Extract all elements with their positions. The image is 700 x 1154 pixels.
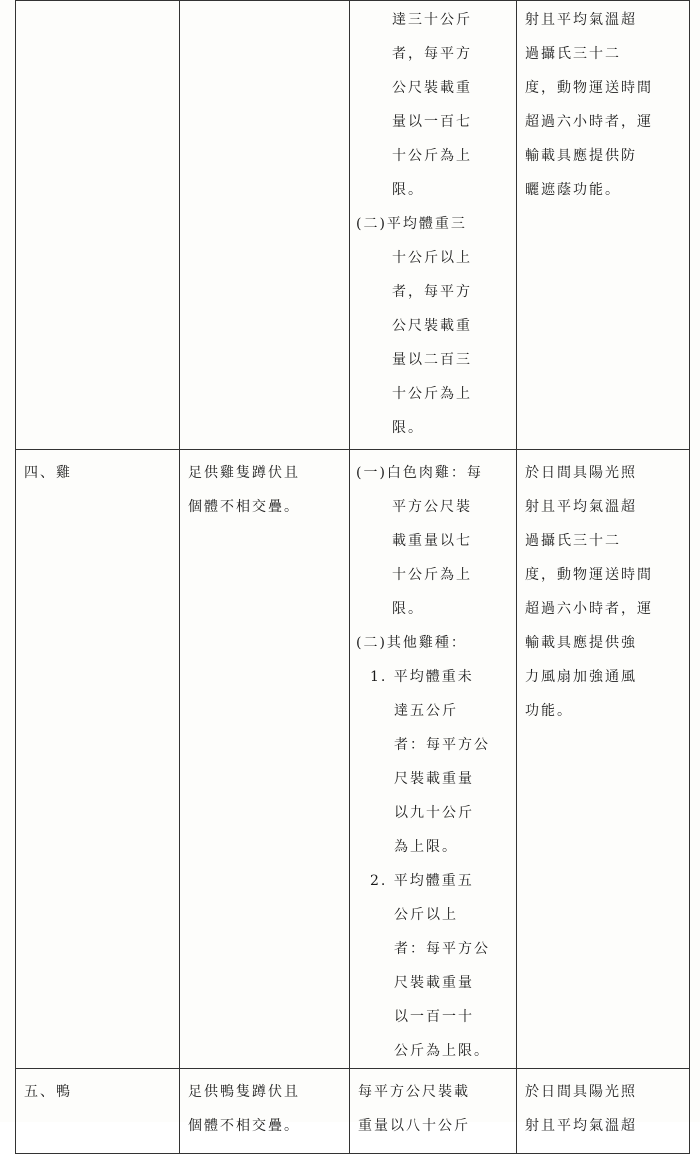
climate-line: 射且平均氣溫超 [525,12,637,28]
density-line: 量以二百三 [392,352,472,368]
climate-cell [517,450,690,1069]
climate-line: 於日間具陽光照 [525,1084,637,1100]
animal-cell [16,1069,180,1154]
space-cell [180,1069,350,1154]
animal-cell [16,1,180,450]
space-line: 足供鴨隻蹲伏且 [188,1084,300,1100]
density-line: 以九十公斤 [394,805,474,821]
density-line: 每平方公尺裝載 [358,1084,470,1100]
animal-label: 四、雞 [24,465,72,481]
density-line: 限。 [392,601,424,617]
climate-line: 超過六小時者，運 [525,601,653,617]
transport-standards-table [15,0,690,1154]
density-line: 公斤為上限。 [394,1043,490,1059]
climate-line: 度，動物運送時間 [525,567,653,583]
space-cell [180,450,350,1069]
climate-line: 曬遮蔭功能。 [525,182,621,198]
density-line: 載重量以七 [392,533,472,549]
climate-line: 輸載具應提供防 [525,148,637,164]
density-line: 十公斤為上 [392,386,472,402]
density-line: 限。 [392,420,424,436]
animal-label: 五、鴨 [24,1084,72,1100]
density-line: 者：每平方公 [394,941,490,957]
table-row [16,450,690,1069]
density-line: 十公斤為上 [392,567,472,583]
density-line: 尺裝載重量 [394,771,474,787]
density-line: 公斤以上 [394,907,458,923]
density-line: 達五公斤 [394,703,458,719]
climate-line: 功能。 [525,703,573,719]
density-line: 為上限。 [394,839,458,855]
density-line: 2. 平均體重五 [370,873,474,889]
density-line: (二)其他雞種： [356,635,467,651]
table-row [16,1,690,450]
space-line: 足供雞隻蹲伏且 [188,465,300,481]
density-line: 尺裝載重量 [394,975,474,991]
density-cell [350,1069,517,1154]
density-line: 重量以八十公斤 [358,1118,470,1134]
density-line: 以一百一十 [394,1009,474,1025]
table-row [16,1069,690,1154]
climate-line: 於日間具陽光照 [525,465,637,481]
climate-line: 過攝氏三十二 [525,533,621,549]
density-line: 限。 [392,182,424,198]
climate-cell [517,1069,690,1154]
climate-line: 輸載具應提供強 [525,635,637,651]
density-line: 1. 平均體重未 [370,669,474,685]
density-line: (二)平均體重三 [356,216,467,232]
climate-line: 射且平均氣溫超 [525,1118,637,1134]
density-line: (一)白色肉雞：每 [356,465,483,481]
density-line: 平方公尺裝 [392,499,472,515]
animal-cell [16,450,180,1069]
density-line: 者：每平方公 [394,737,490,753]
climate-cell [517,1,690,450]
space-line: 個體不相交疊。 [188,499,300,515]
climate-line: 射且平均氣溫超 [525,499,637,515]
density-line: 達三十公斤 [392,12,472,28]
density-line: 者，每平方 [392,284,472,300]
density-cell [350,450,517,1069]
density-line: 公尺裝載重 [392,80,472,96]
density-cell [350,1,517,450]
climate-line: 力風扇加強通風 [525,669,637,685]
density-line: 十公斤以上 [392,250,472,266]
climate-line: 度，動物運送時間 [525,80,653,96]
density-line: 者，每平方 [392,46,472,62]
density-line: 量以一百七 [392,114,472,130]
climate-line: 超過六小時者，運 [525,114,653,130]
climate-line: 過攝氏三十二 [525,46,621,62]
density-line: 十公斤為上 [392,148,472,164]
density-line: 公尺裝載重 [392,318,472,334]
space-line: 個體不相交疊。 [188,1118,300,1134]
space-cell [180,1,350,450]
